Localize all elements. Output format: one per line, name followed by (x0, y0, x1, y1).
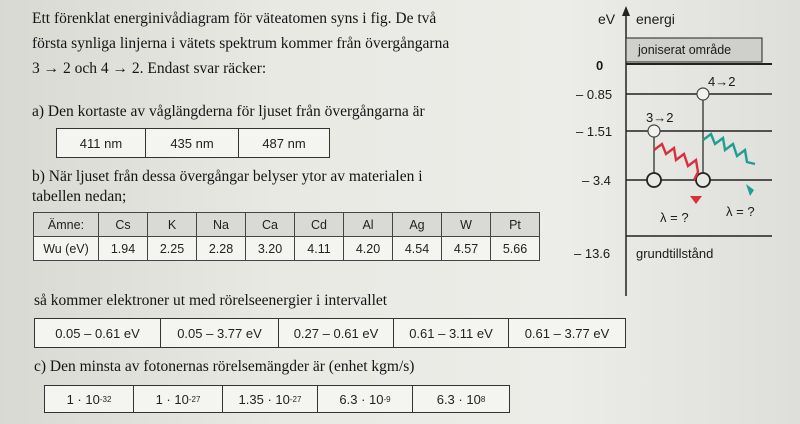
option-c-5-exp: 8 (480, 394, 486, 404)
ionized-region-label: joniserat område (638, 43, 732, 57)
table-header-cell: K (148, 213, 197, 237)
option-c-5[interactable] (413, 386, 509, 412)
table-header-cell: Al (344, 213, 393, 237)
work-function-table (33, 212, 540, 261)
option-b-4[interactable]: 0.61 – 3.11 eV (394, 319, 509, 347)
table-cell: 3.20 (246, 237, 295, 261)
intro-line-3: 3 → 2 och 4 → 2. Endast svar räcker: (32, 60, 267, 77)
option-c-1-base: 1 · 10 (66, 391, 100, 407)
question-c-options (44, 385, 510, 413)
transition-42-label: 4→2 (708, 74, 736, 89)
option-b-3[interactable]: 0.27 – 0.61 eV (279, 319, 394, 347)
axis-unit-label: eV (598, 11, 616, 27)
option-c-3[interactable] (223, 386, 318, 412)
table-cell: 4.57 (442, 237, 491, 261)
table-cell: 2.28 (197, 237, 246, 261)
table-row (34, 237, 540, 261)
option-c-3-exp: -27 (289, 394, 302, 404)
photon-red-wave-icon (654, 144, 698, 180)
question-b-line-1: b) När ljuset från dessa övergångar belyser ytor av materialen i (32, 168, 423, 185)
table-row-label: Wu (eV) (34, 237, 99, 261)
question-b-options (34, 318, 626, 348)
table-cell: 4.11 (295, 237, 344, 261)
table-header-cell: Ag (393, 213, 442, 237)
axis-title-label: energi (636, 11, 675, 27)
table-cell: 1.94 (99, 237, 148, 261)
table-header-cell: Ämne: (34, 213, 99, 237)
photon-teal-arrow-icon (746, 184, 754, 196)
option-c-4[interactable] (318, 386, 413, 412)
table-header-cell: Cs (99, 213, 148, 237)
photon-red-arrow-icon (690, 196, 702, 204)
question-a-options (56, 128, 330, 158)
level-label-0: 0 (596, 58, 604, 73)
option-b-1[interactable]: 0.05 – 0.61 eV (35, 319, 161, 347)
level-label-085: – 0.85 (576, 87, 613, 102)
option-b-2[interactable]: 0.05 – 3.77 eV (161, 319, 279, 347)
table-cell: 4.20 (344, 237, 393, 261)
table-header-cell: Na (197, 213, 246, 237)
option-c-3-base: 1.35 · 10 (238, 391, 290, 407)
option-b-5[interactable]: 0.61 – 3.77 eV (524, 325, 610, 341)
level-label-136: – 13.6 (574, 246, 611, 261)
option-c-5-base: 6.3 · 10 (436, 391, 481, 407)
axis-arrow-icon (622, 6, 630, 16)
table-header-cell: W (442, 213, 491, 237)
table-header-row (34, 213, 540, 237)
level-label-34: – 3.4 (582, 173, 611, 188)
table-header-cell: Cd (295, 213, 344, 237)
table-cell: 5.66 (491, 237, 540, 261)
option-a-3[interactable]: 487 nm (262, 135, 306, 151)
lambda-label-1: λ = ? (660, 210, 689, 225)
option-c-4-exp: -9 (383, 394, 391, 404)
table-cell: 4.54 (393, 237, 442, 261)
option-a-1[interactable]: 411 nm (57, 129, 146, 157)
option-c-1-exp: -32 (99, 394, 112, 404)
intro-line-1: Ett förenklat energinivådiagram för väteatomen syns i fig. De två (32, 10, 437, 27)
option-a-2[interactable]: 435 nm (146, 129, 239, 157)
electron-start-42-icon (697, 88, 709, 100)
question-b-followup: så kommer elektroner ut med rörelseenergier i intervallet (34, 292, 388, 309)
option-c-2[interactable] (134, 386, 223, 412)
option-c-2-exp: -27 (188, 394, 201, 404)
electron-start-32-icon (648, 125, 660, 137)
question-a-text: a) Den kortaste av våglängderna för ljuset från övergångarna är (32, 103, 425, 120)
table-header-cell: Pt (491, 213, 540, 237)
option-c-4-base: 6.3 · 10 (339, 391, 384, 407)
lambda-label-2: λ = ? (726, 204, 755, 219)
energy-diagram (560, 0, 800, 424)
option-c-2-base: 1 · 10 (155, 391, 189, 407)
table-header-cell: Ca (246, 213, 295, 237)
photon-teal-wave-icon (703, 134, 755, 164)
table-cell: 2.25 (148, 237, 197, 261)
ground-state-label: grundtillstånd (636, 246, 714, 261)
transition-32-label: 3→2 (646, 110, 674, 125)
question-b-line-2: tabellen nedan; (32, 188, 127, 205)
intro-line-2: första synliga linjerna i vätets spektrum kommer från övergångarna (32, 35, 450, 52)
electron-end-42-icon (696, 173, 710, 187)
question-c-text: c) Den minsta av fotonernas rörelsemängder är (enhet kgm/s) (34, 358, 415, 375)
option-c-1[interactable] (45, 386, 134, 412)
electron-end-32-icon (647, 173, 661, 187)
level-label-151: – 1.51 (576, 124, 613, 139)
